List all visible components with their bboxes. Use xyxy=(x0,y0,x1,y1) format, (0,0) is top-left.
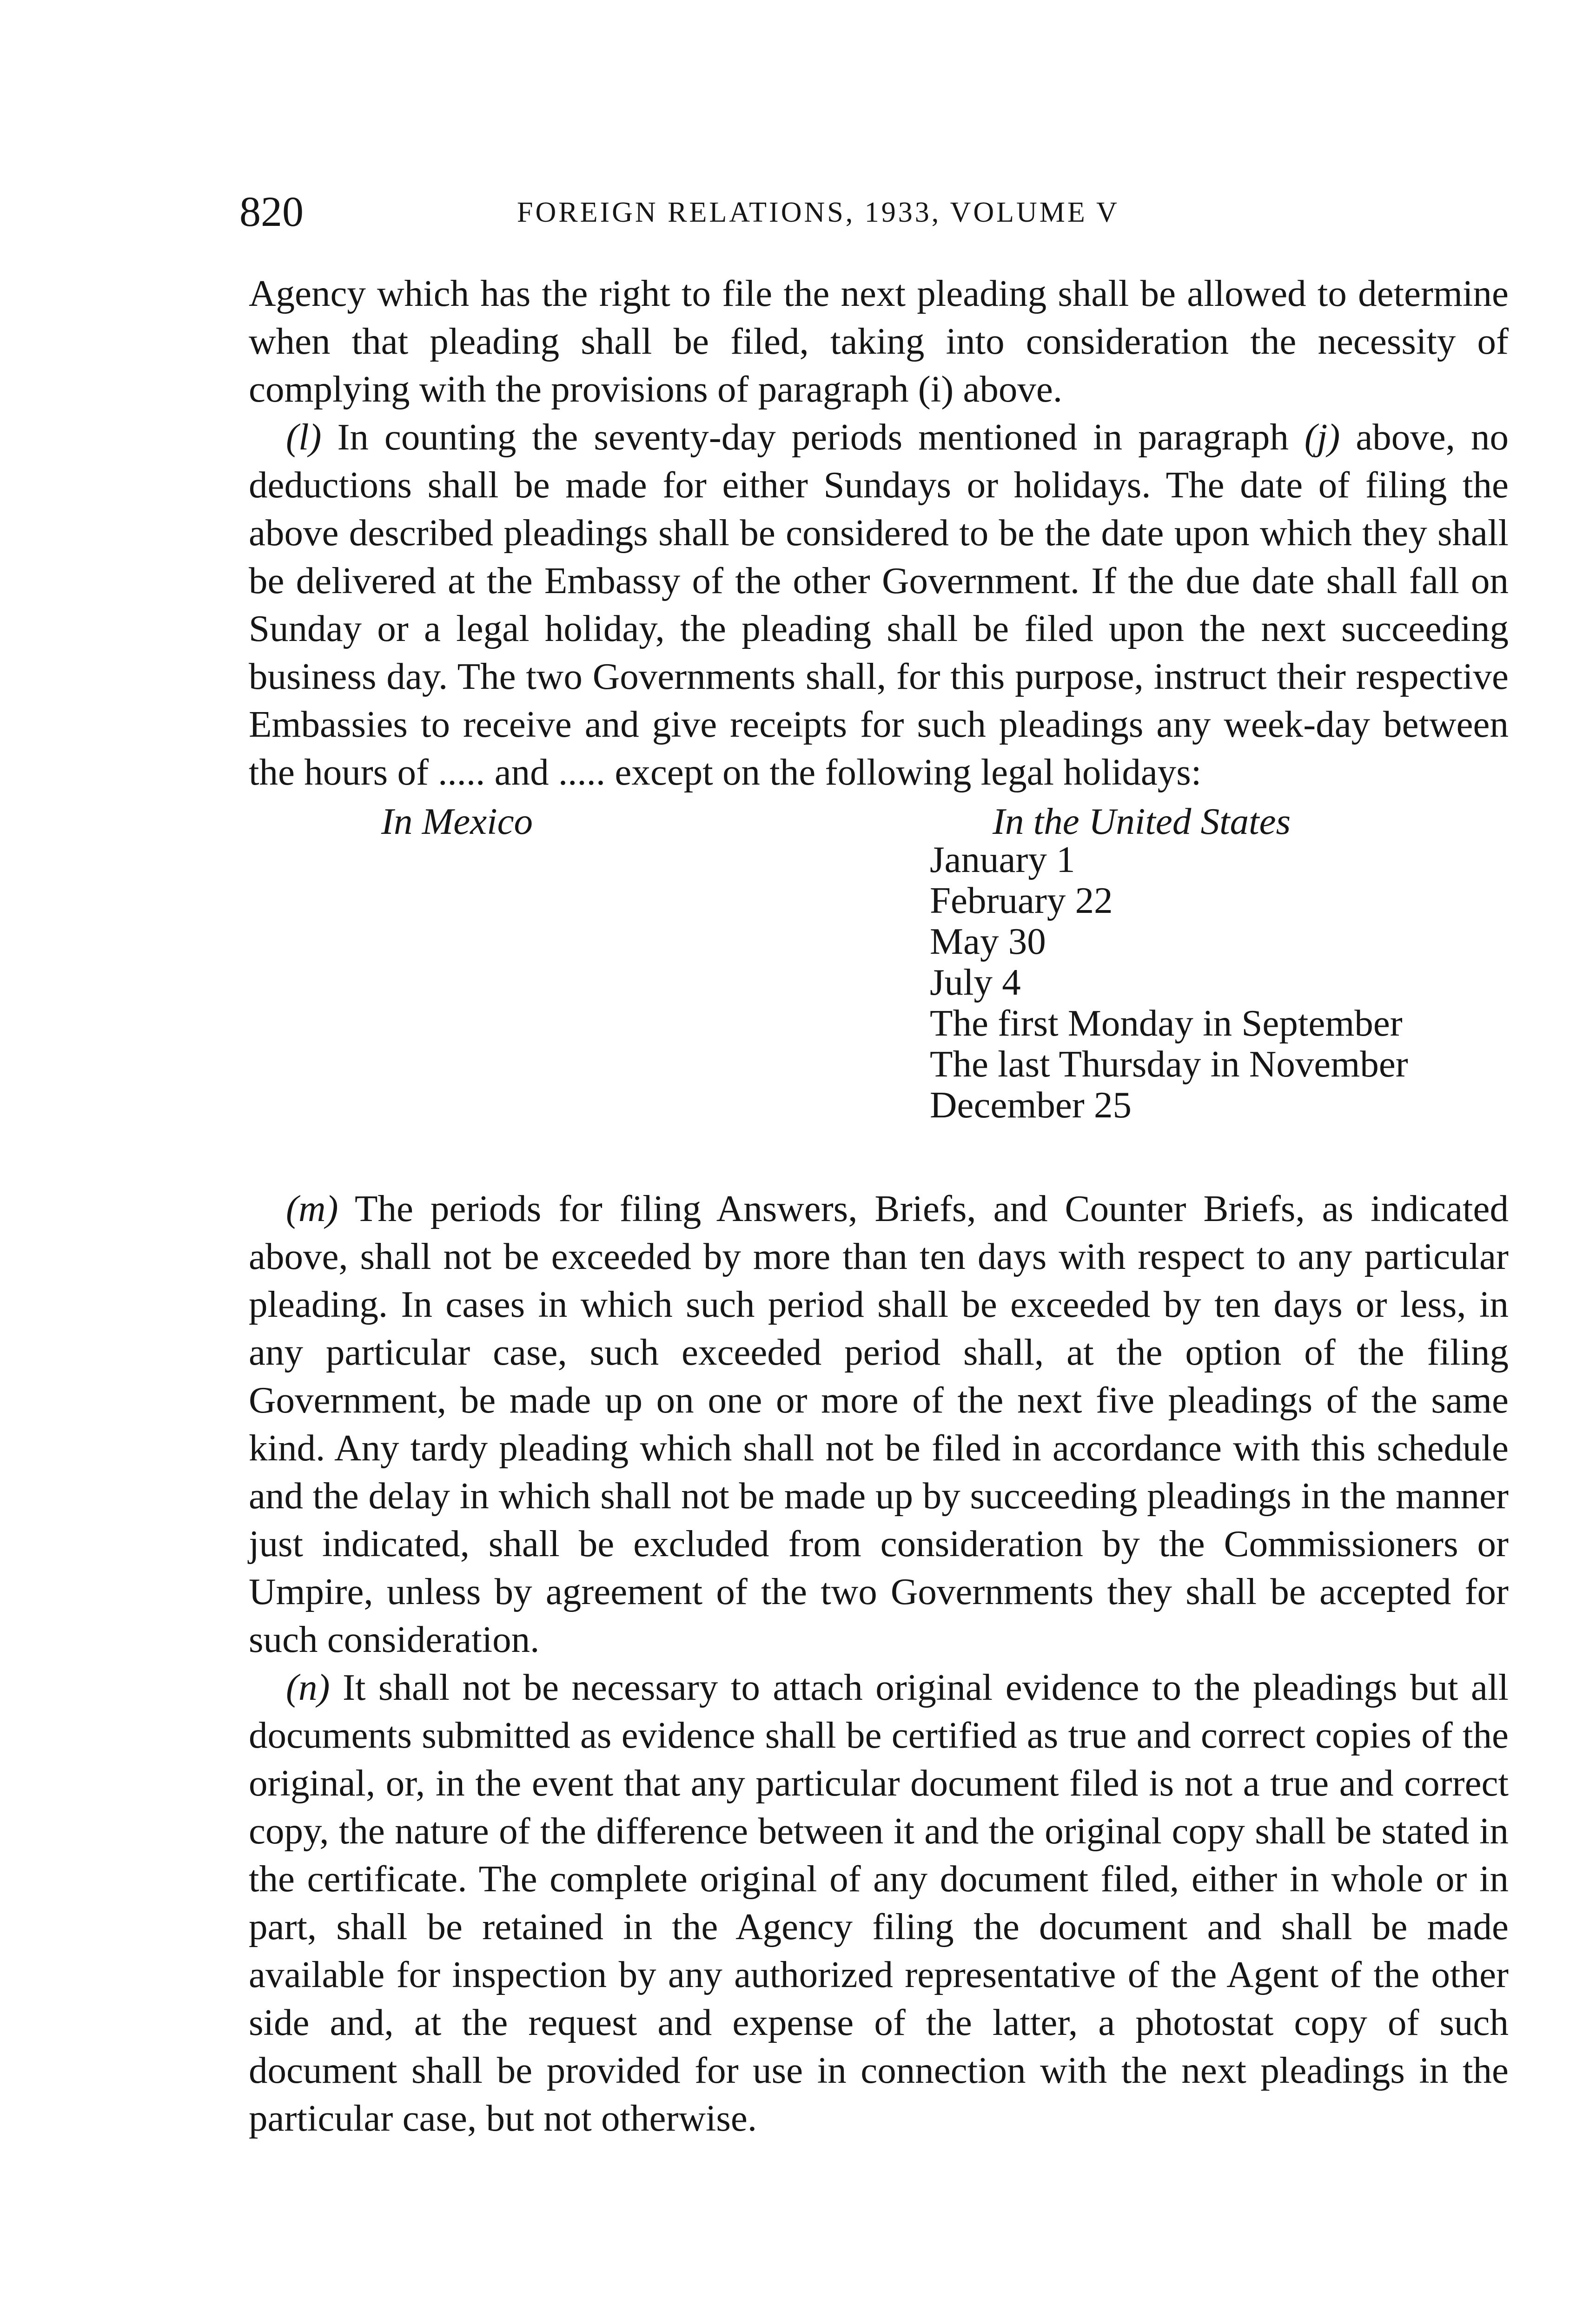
paragraph-l-text-b: above, no deductions shall be made for either Sundays or holidays. The date of filing the above described pleadings shall be considered to be the date upon which they shall be delivered at the Embassy of the other Government. If the due date shall fall on Sunday or a legal holiday, the pleading shall be filed upon the next succeeding business day. The two Governments shall, for this purpose, instruct their respective Embassies to receive and give receipts for such pleadings any week-day between the hours of ..... and ..... except on the following legal holidays: xyxy=(249,416,1509,793)
paragraph-marker-m: (m) xyxy=(286,1188,338,1229)
paragraph-continuation: Agency which has the right to file the next pleading shall be allowed to determine when that pleading shall be filed, taking into consideration the necessity of complying with the provisions of paragraph (i) above. xyxy=(249,272,1509,410)
us-holiday-item: The last Thursday in November xyxy=(930,1043,1408,1085)
us-holiday-item: December 25 xyxy=(930,1084,1132,1126)
us-holiday-item: January 1 xyxy=(930,838,1075,880)
us-holiday-item: February 22 xyxy=(930,879,1113,921)
paragraph-n xyxy=(249,1664,1509,2142)
us-holiday-item: July 4 xyxy=(930,961,1021,1003)
page-number: 820 xyxy=(239,188,304,235)
us-holiday-item: May 30 xyxy=(930,920,1046,962)
mexico-column-heading: In Mexico xyxy=(381,800,533,842)
running-head xyxy=(239,186,1309,237)
running-title: FOREIGN RELATIONS, 1933, VOLUME V xyxy=(517,197,1119,228)
holiday-table xyxy=(249,798,1509,1175)
us-holiday-list xyxy=(930,839,1408,1125)
us-column-heading: In the United States xyxy=(993,800,1291,842)
body-text xyxy=(249,270,1509,2142)
paragraph-m-text: The periods for filing Answers, Briefs, and Counter Briefs, as indicated above, shall not be exceeded by more than ten days with respect to any particular pleading. In cases in which such period shall be exceeded by ten days or less, in any particular case, such exceeded period shall, at the option of the filing Government, be made up on one or more of the next five pleadings of the same kind. Any tardy pleading which shall not be filed in accordance with this schedule and the delay in which shall not be made up by succeeding pleadings in the manner just indicated, shall be excluded from consideration by the Commissioners or Umpire, unless by agreement of the two Governments they shall be accepted for such consideration. xyxy=(249,1188,1509,1660)
paragraph-l-text-a: In counting the seventy-day periods mentioned in paragraph xyxy=(321,416,1305,458)
paragraph-marker-n: (n) xyxy=(286,1666,330,1708)
paragraph-l xyxy=(249,413,1509,796)
paragraph-ref-j: (j) xyxy=(1304,416,1340,458)
us-holiday-item: The first Monday in September xyxy=(930,1002,1403,1044)
paragraph-marker-l: (l) xyxy=(286,416,322,458)
paragraph-m xyxy=(249,1185,1509,1664)
paragraph-n-text: It shall not be necessary to attach original evidence to the pleadings but all documents submitted as evidence shall be certified as true and correct copies of the original, or, in the event that any particular document filed is not a true and correct copy, the nature of the difference between it and the original copy shall be stated in the certificate. The complete original of any document filed, either in whole or in part, shall be retained in the Agency filing the document and shall be made available for inspection by any authorized representative of the Agent of the other side and, at the request and expense of the latter, a photostat copy of such document shall be provided for use in connection with the next pleadings in the particular case, but not otherwise. xyxy=(249,1666,1509,2139)
